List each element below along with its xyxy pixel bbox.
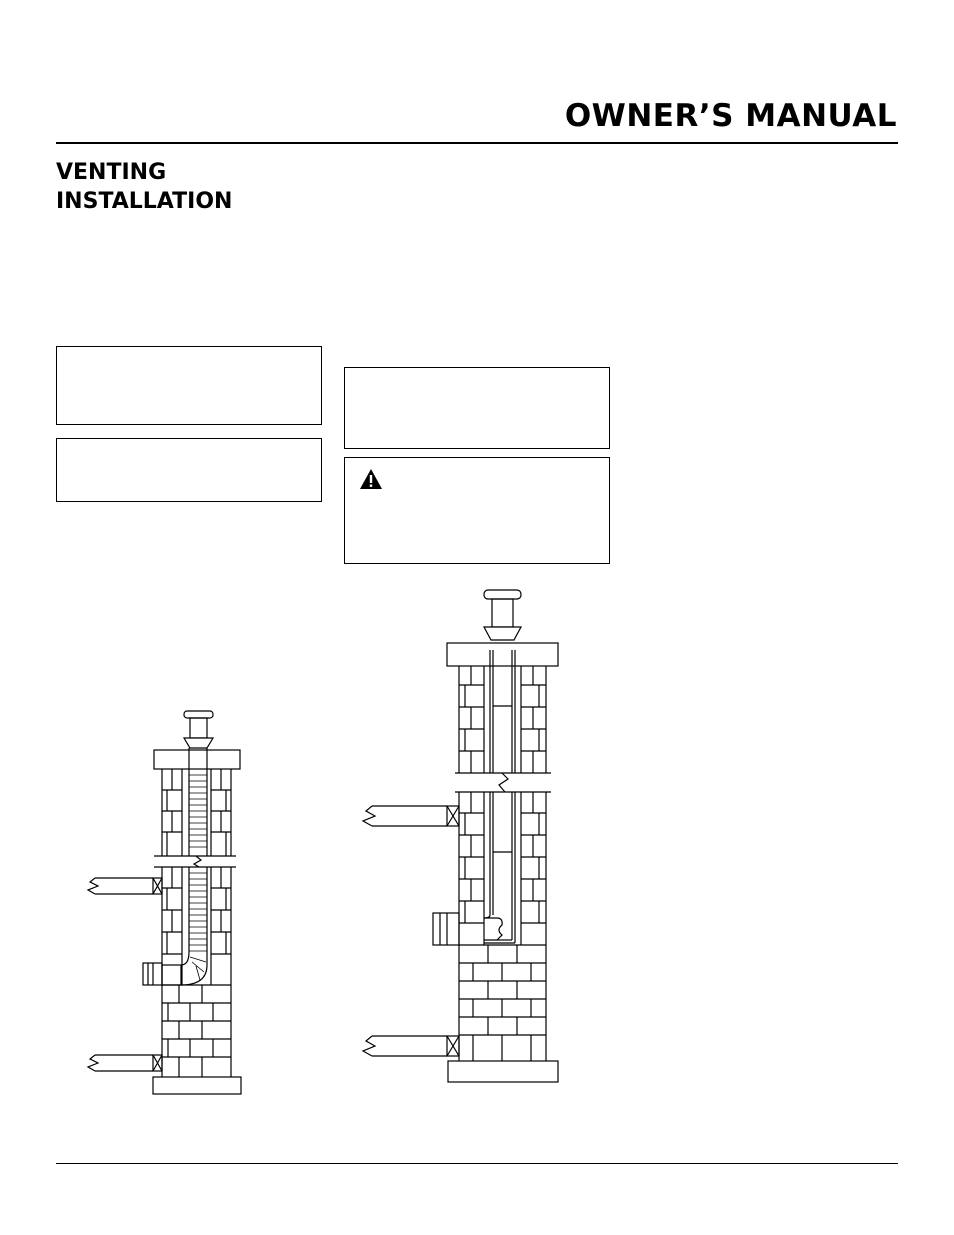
vent-cap-body bbox=[492, 599, 513, 627]
footer-rule bbox=[56, 1163, 898, 1164]
chimney-crown bbox=[447, 643, 558, 666]
floor-joist-lower bbox=[363, 1036, 459, 1056]
vent-cap-top bbox=[484, 590, 521, 599]
brick-rows-lower bbox=[459, 945, 546, 1061]
brick-rows-mid bbox=[459, 792, 546, 923]
section-heading-line-2: INSTALLATION bbox=[56, 189, 233, 214]
wall-thimble bbox=[433, 913, 459, 945]
floor-joist-upper bbox=[363, 806, 459, 826]
chimney-footing bbox=[448, 1061, 558, 1082]
brick-rows-upper bbox=[459, 666, 546, 773]
page-title: OWNER’S MANUAL bbox=[564, 98, 897, 134]
section-heading-line-1: VENTING bbox=[56, 160, 167, 185]
